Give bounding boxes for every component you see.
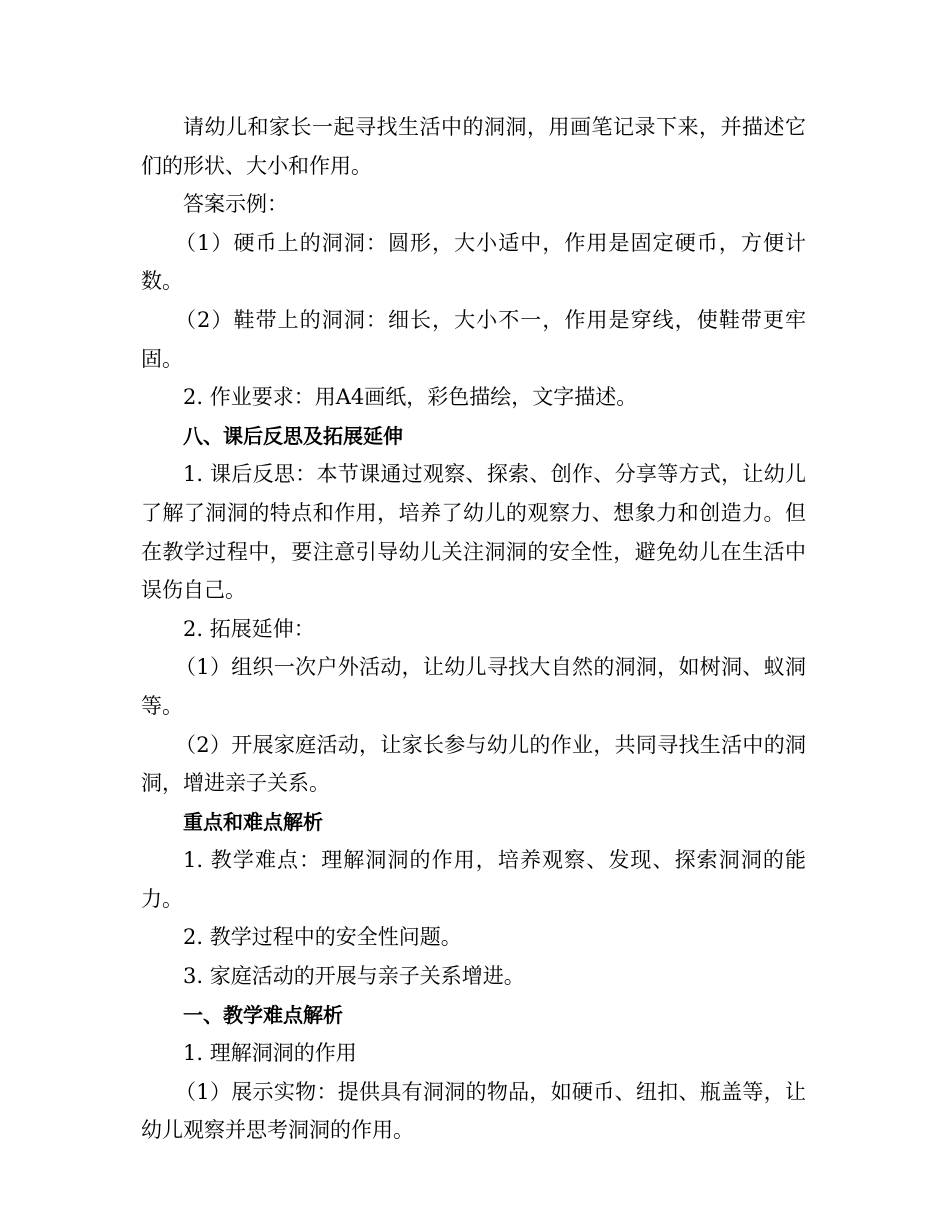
difficulty-item-3: 3. 家庭活动的开展与亲子关系增进。 bbox=[183, 964, 525, 989]
section-heading-reflection: 八、课后反思及拓展延伸 bbox=[183, 423, 403, 448]
section-heading-difficulty-analysis: 一、教学难点解析 bbox=[183, 1002, 343, 1027]
answer-example-1: （1）硬币上的洞洞：圆形，大小适中，作用是固定硬币，方便计数。 bbox=[141, 230, 806, 294]
answer-example-label: 答案示例： bbox=[183, 192, 288, 217]
difficulty-item-2: 2. 教学过程中的安全性问题。 bbox=[183, 925, 462, 950]
answer-example-2: （2）鞋带上的洞洞：细长，大小不一，作用是穿线，使鞋带更牢固。 bbox=[141, 307, 806, 371]
homework-paragraph: 请幼儿和家长一起寻找生活中的洞洞，用画笔记录下来，并描述它们的形状、大小和作用。 bbox=[141, 115, 806, 178]
analysis-item-1: （1）展示实物：提供具有洞洞的物品，如硬币、纽扣、瓶盖等，让幼儿观察并思考洞洞的作用。 bbox=[141, 1079, 806, 1143]
extension-item-2: （2）开展家庭活动，让家长参与幼儿的作业，共同寻找生活中的洞洞，增进亲子关系。 bbox=[141, 732, 806, 796]
document-body bbox=[141, 108, 806, 1150]
difficulty-item-1: 1. 教学难点：理解洞洞的作用，培养观察、发现、探索洞洞的能力。 bbox=[141, 848, 806, 911]
extension-label: 2. 拓展延伸： bbox=[183, 616, 315, 641]
section-heading-key-points: 重点和难点解析 bbox=[183, 809, 323, 834]
analysis-subheading: 1. 理解洞洞的作用 bbox=[183, 1041, 357, 1066]
extension-item-1: （1）组织一次户外活动，让幼儿寻找大自然的洞洞，如树洞、蚁洞等。 bbox=[141, 655, 806, 718]
homework-requirement: 2. 作业要求：用A4画纸，彩色描绘，文字描述。 bbox=[183, 385, 638, 410]
reflection-paragraph: 1. 课后反思：本节课通过观察、探索、创作、分享等方式，让幼儿了解了洞洞的特点和作用，培养了幼儿的观察力、想象力和创造力。但在教学过程中，要注意引导幼儿关注洞洞的安全性，避免幼儿在生活中误伤自己。 bbox=[141, 462, 806, 603]
